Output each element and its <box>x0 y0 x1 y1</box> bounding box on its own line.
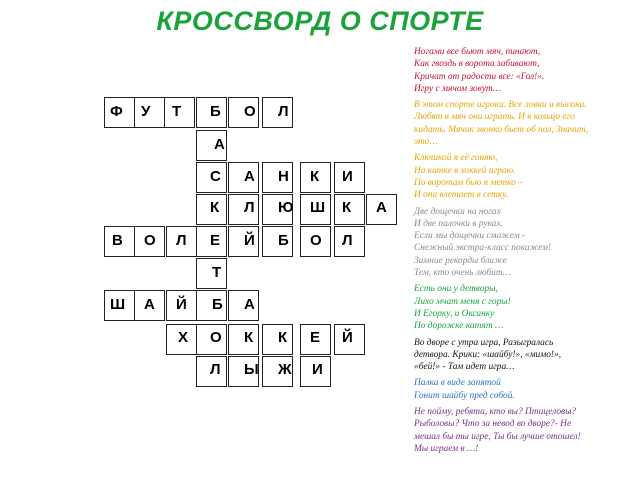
crossword-letter: К <box>244 329 254 346</box>
crossword-letter: Х <box>178 329 189 346</box>
riddle-puck: Клюшкой я её гоняю, На катке в хоккей играю. По воротам бью я метко – И она влетает в сетку. <box>414 153 523 201</box>
riddle-volleyball: Не пойму, ребята, кто вы? Птицеловы? Рыболовы? Что за невод во дворе?- Не мешал бы ты игре, Ты бы лучше отошел! Мы играем в …! <box>414 407 581 454</box>
crossword-letter: А <box>144 296 155 313</box>
crossword-letter: Т <box>212 264 222 281</box>
crossword-letter: О <box>210 329 222 346</box>
crossword-letter: Н <box>278 168 289 185</box>
crossword-letter: Ш <box>110 296 126 313</box>
crossword-letter: О <box>310 232 322 249</box>
crossword-letter: Е <box>210 232 221 249</box>
crossword-letter: К <box>310 168 320 185</box>
crossword-letter: У <box>141 103 151 120</box>
crossword-letter: А <box>244 296 255 313</box>
crossword-letter: Л <box>210 361 221 378</box>
crossword-letter: А <box>376 199 387 216</box>
crossword-letter: Л <box>278 103 289 120</box>
crossword-letter: К <box>210 199 220 216</box>
crossword-letter: И <box>342 168 353 185</box>
page-title: КРОССВОРД О СПОРТЕ <box>156 6 484 36</box>
crossword-letter: Т <box>172 103 182 120</box>
crossword-letter: Ы <box>244 361 259 378</box>
crossword-letter: Й <box>342 329 353 346</box>
crossword-letter: Ю <box>278 199 294 216</box>
riddle-stick: Палка в виде запятой Гонит шайбу пред собой. <box>414 378 515 401</box>
crossword-letter: К <box>278 329 288 346</box>
crossword-letter: Й <box>244 232 255 249</box>
crossword-letter: Л <box>176 232 187 249</box>
crossword-letter: А <box>244 168 255 185</box>
riddle-hockey: Во дворе с утра игра, Разыгралась детвора. Крики: «шайбу!», «мимо!», «бей!» - Там идет игра… <box>414 337 562 373</box>
crossword-letter: Е <box>310 329 321 346</box>
riddle-skis: Две дощечки на ногах И две палочки в руках. Если мы дощечки смажем - Снежный экстра-класс покажем! Зимние рекорды ближе Тем, кто очень любит… <box>414 206 552 279</box>
crossword-letter: Ж <box>278 361 292 378</box>
crossword-letter: О <box>244 103 256 120</box>
crossword-letter: В <box>112 232 123 249</box>
crossword-letter: А <box>214 136 225 153</box>
crossword-letter: К <box>342 199 352 216</box>
riddle-sled: Есть они у детворы, Лихо мчат меня с горы! И Егорку, и Оксанку По дорожке катят … <box>414 284 511 332</box>
crossword-letter: И <box>312 361 323 378</box>
riddle-football: Ногами все бьют мяч, пинают, Как гвоздь в ворота забивают, Кричат от радости все: «Гол!». Игру с мячом зовут… <box>414 47 545 94</box>
crossword-letter: Б <box>210 103 221 120</box>
crossword-letter: Б <box>278 232 289 249</box>
crossword-letter: Л <box>244 199 255 216</box>
crossword-letter: С <box>210 168 221 185</box>
crossword-letter: Ф <box>110 103 123 120</box>
crossword-letter: Ш <box>310 199 326 216</box>
crossword-letter: Б <box>212 296 223 313</box>
crossword-letter: Й <box>176 296 187 313</box>
riddle-basketball: В этом спорте игроки. Все ловки и высоки. Любят в мяч они играть. И в кольцо его кидать. Мячик звонко бьет об пол, Значит, это… <box>414 100 589 148</box>
riddles-panel <box>414 46 634 459</box>
crossword-letter: Л <box>342 232 353 249</box>
crossword-letter: О <box>144 232 156 249</box>
